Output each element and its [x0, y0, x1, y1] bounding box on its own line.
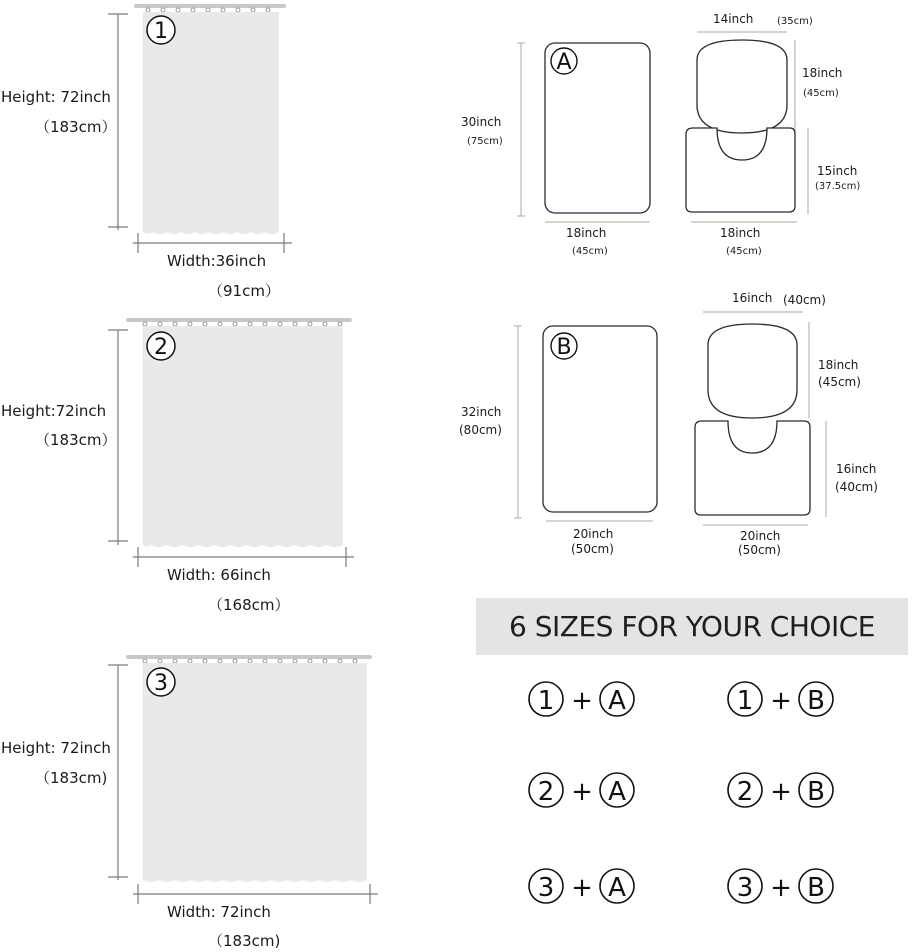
bath-height-dimension-line	[514, 326, 522, 518]
plus-sign: +	[770, 873, 792, 903]
combo-curtain-number: 1	[537, 686, 555, 716]
lid-cover-outline	[697, 40, 787, 133]
curtain-number: 2	[154, 335, 168, 360]
plus-sign: +	[571, 777, 593, 807]
lid-height-cm: (45cm)	[803, 88, 839, 99]
bath-width-label: 18inch	[566, 226, 607, 240]
combo-mat-letter: A	[608, 873, 626, 903]
bath-height-label: 30inch	[461, 115, 502, 129]
bath-height-label: 32inch	[461, 405, 502, 419]
height-dimension-line	[108, 665, 128, 880]
curtain-rod	[126, 318, 352, 322]
curtain-panel	[143, 12, 279, 234]
curtain-width-label: Width: 66inch	[167, 566, 271, 584]
lid-width-label: 16inch	[732, 291, 773, 305]
rod-rings	[143, 322, 342, 326]
lid-width-cm: (40cm)	[783, 293, 826, 307]
contour-width-label: 20inch	[740, 529, 781, 543]
combination-grid	[529, 682, 833, 903]
curtain-rod	[126, 655, 372, 659]
combo-curtain-number: 1	[736, 686, 754, 716]
curtain-height-label: Height: 72inch	[1, 739, 111, 757]
bath-height-dimension-line	[517, 43, 525, 216]
combo-option	[529, 682, 634, 716]
combo-curtain-number: 3	[736, 873, 754, 903]
curtain-3-diagram	[1, 655, 378, 950]
curtain-panel	[143, 326, 343, 547]
contour-height-label: 15inch	[817, 164, 858, 178]
curtain-width-cm: （168cm）	[208, 596, 290, 614]
curtain-height-label: Height: 72inch	[1, 88, 111, 106]
curtain-2-diagram	[1, 318, 354, 614]
combo-mat-letter: A	[608, 686, 626, 716]
sizes-banner: 6 SIZES FOR YOUR CHOICE	[476, 598, 908, 655]
bath-width-cm: (50cm)	[571, 542, 614, 556]
combo-mat-letter: B	[807, 686, 825, 716]
combo-curtain-number: 3	[537, 873, 555, 903]
bath-height-cm: (80cm)	[459, 423, 502, 437]
curtain-panel	[143, 663, 367, 882]
plus-sign: +	[770, 777, 792, 807]
plus-sign: +	[770, 686, 792, 716]
curtain-height-cm: （183cm）	[35, 431, 117, 449]
rod-rings	[143, 659, 357, 663]
curtain-width-label: Width:36inch	[167, 252, 267, 270]
width-dimension-line	[133, 233, 292, 253]
mat-set-b-diagram	[459, 291, 878, 557]
curtain-width-label: Width: 72inch	[167, 903, 271, 921]
combo-curtain-number: 2	[537, 777, 555, 807]
curtain-height-label: Height:72inch	[1, 402, 107, 420]
curtain-rod	[134, 4, 286, 8]
curtain-number: 3	[154, 671, 168, 696]
width-dimension-line	[133, 547, 354, 567]
mat-letter: B	[556, 335, 572, 360]
curtain-height-cm: （183cm)	[35, 769, 108, 787]
bath-width-label: 20inch	[573, 527, 614, 541]
lid-height-label: 18inch	[818, 358, 859, 372]
contour-width-cm: (45cm)	[726, 246, 762, 257]
curtain-height-cm: （183cm）	[35, 118, 117, 136]
contour-width-cm: (50cm)	[738, 543, 781, 557]
curtain-1-diagram	[1, 4, 292, 300]
lid-cover-outline	[708, 324, 797, 418]
combo-option	[529, 869, 634, 903]
combo-option	[728, 682, 833, 716]
curtain-number: 1	[154, 19, 168, 44]
combo-curtain-number: 2	[736, 777, 754, 807]
contour-height-cm: (40cm)	[835, 480, 878, 494]
lid-width-cm: (35cm)	[777, 16, 813, 27]
combo-option	[529, 773, 634, 807]
lid-width-label: 14inch	[713, 12, 754, 26]
combo-option	[728, 869, 833, 903]
plus-sign: +	[571, 686, 593, 716]
lid-height-cm: (45cm)	[818, 375, 861, 389]
curtain-width-cm: （91cm）	[208, 282, 280, 300]
plus-sign: +	[571, 873, 593, 903]
contour-width-label: 18inch	[720, 226, 761, 240]
mat-set-a-diagram	[461, 12, 860, 257]
contour-height-label: 16inch	[836, 462, 877, 476]
curtain-width-cm: （183cm)	[208, 932, 281, 950]
rod-rings	[146, 8, 270, 12]
bath-width-cm: (45cm)	[572, 246, 608, 257]
contour-rug-outline	[686, 128, 795, 212]
lid-height-label: 18inch	[802, 66, 843, 80]
combo-mat-letter: B	[807, 777, 825, 807]
combo-option	[728, 773, 833, 807]
combo-mat-letter: B	[807, 873, 825, 903]
contour-height-cm: (37.5cm)	[815, 181, 861, 192]
combo-mat-letter: A	[608, 777, 626, 807]
bath-height-cm: (75cm)	[467, 136, 503, 147]
width-dimension-line	[133, 884, 378, 904]
mat-letter: A	[556, 50, 572, 75]
contour-rug-outline	[695, 421, 810, 515]
